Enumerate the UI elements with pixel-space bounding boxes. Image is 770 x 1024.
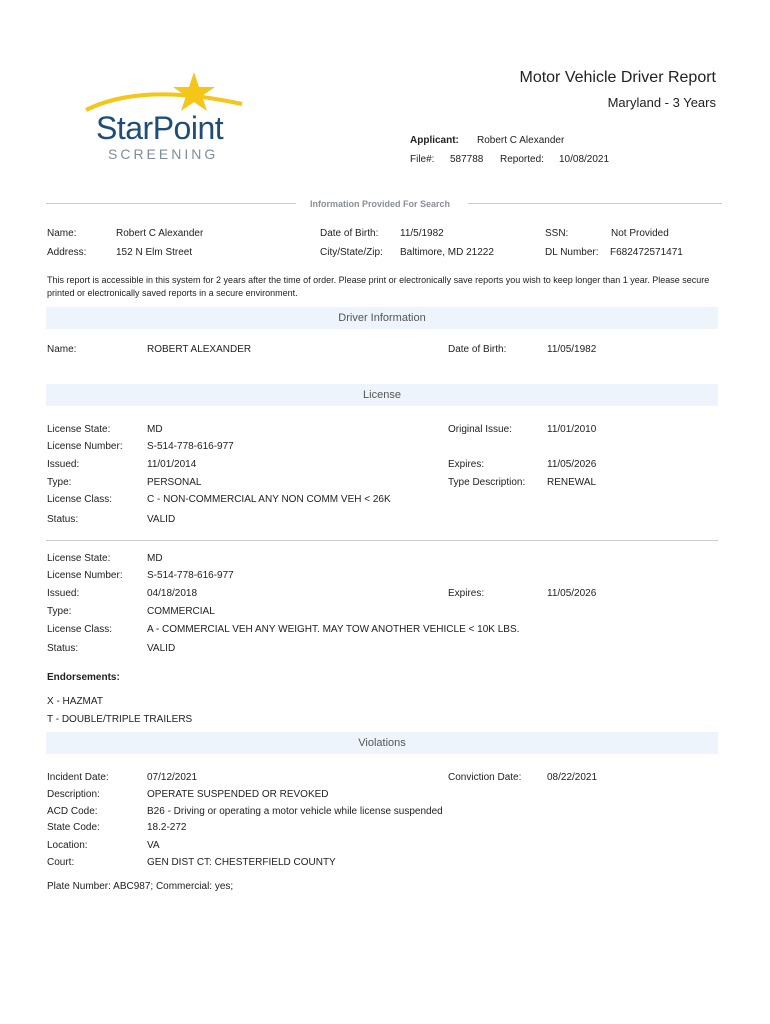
state-code-label: State Code: <box>47 822 100 833</box>
file-label: File#: <box>410 154 435 165</box>
applicant-value: Robert C Alexander <box>477 135 565 146</box>
acd-code-value: B26 - Driving or operating a motor vehicle while license suspended <box>147 806 443 817</box>
driver-name-value: ROBERT ALEXANDER <box>147 344 252 355</box>
starpoint-logo <box>82 70 252 165</box>
l1-class-label: License Class: <box>47 494 113 505</box>
l1-typedesc-label: Type Description: <box>448 477 526 488</box>
location-value: VA <box>147 840 160 851</box>
l1-class-value: C - NON-COMMERCIAL ANY NON COMM VEH < 26K <box>147 494 391 505</box>
state-code-value: 18.2-272 <box>147 822 187 833</box>
l2-status-value: VALID <box>147 643 176 654</box>
driver-section-header: Driver Information <box>46 307 718 329</box>
search-heading: Information Provided For Search <box>309 199 451 209</box>
l1-number-value: S-514-778-616-977 <box>147 441 234 452</box>
l1-type-value: PERSONAL <box>147 477 202 488</box>
l1-status-label: Status: <box>47 514 79 525</box>
description-label: Description: <box>47 789 100 800</box>
l2-expires-label: Expires: <box>448 588 485 599</box>
description-value: OPERATE SUSPENDED OR REVOKED <box>147 789 329 800</box>
l2-class-value: A - COMMERCIAL VEH ANY WEIGHT. MAY TOW ANOTHER VEHICLE < 10K LBS. <box>147 624 520 635</box>
l1-type-label: Type: <box>47 477 72 488</box>
report-subtitle: Maryland - 3 Years <box>607 95 716 110</box>
plate-info: Plate Number: ABC987; Commercial: yes; <box>47 881 234 892</box>
search-dl-label: DL Number: <box>545 247 599 258</box>
search-dob-value: 11/5/1982 <box>400 228 444 239</box>
l1-status-value: VALID <box>147 514 176 525</box>
l2-issued-value: 04/18/2018 <box>147 588 198 599</box>
violations-section-header: Violations <box>46 732 718 754</box>
l2-issued-label: Issued: <box>47 588 80 599</box>
file-value: 587788 <box>450 154 484 165</box>
l2-type-label: Type: <box>47 606 72 617</box>
l1-issued-label: Issued: <box>47 459 80 470</box>
l2-number-value: S-514-778-616-977 <box>147 570 234 581</box>
reported-value: 10/08/2021 <box>559 154 610 165</box>
reported-label: Reported: <box>500 154 544 165</box>
logo-subtitle: SCREENING <box>108 146 219 162</box>
endorsement-item: T - DOUBLE/TRIPLE TRAILERS <box>47 714 193 725</box>
l1-issued-value: 11/01/2014 <box>147 459 197 470</box>
location-label: Location: <box>47 840 88 851</box>
search-address-value: 152 N Elm Street <box>116 247 193 258</box>
endorsement-item: X - HAZMAT <box>47 696 103 707</box>
l2-state-label: License State: <box>47 553 111 564</box>
l1-state-label: License State: <box>47 424 111 435</box>
l1-orig-value: 11/01/2010 <box>547 424 597 435</box>
incident-date-value: 07/12/2021 <box>147 772 198 783</box>
driver-dob-value: 11/05/1982 <box>547 344 597 355</box>
l2-number-label: License Number: <box>47 570 123 581</box>
search-name-value: Robert C Alexander <box>116 228 204 239</box>
l2-expires-value: 11/05/2026 <box>547 588 597 599</box>
l2-state-value: MD <box>147 553 163 564</box>
court-label: Court: <box>47 857 75 868</box>
endorsements-label: Endorsements: <box>47 672 120 683</box>
l2-type-value: COMMERCIAL <box>147 606 215 617</box>
search-ssn-label: SSN: <box>545 228 569 239</box>
search-name-label: Name: <box>47 228 77 239</box>
l1-orig-label: Original Issue: <box>448 424 512 435</box>
report-title: Motor Vehicle Driver Report <box>519 69 716 86</box>
l2-status-label: Status: <box>47 643 79 654</box>
retention-note: This report is accessible in this system for 2 years after the time of order. Please print or electronically save reports you wish to keep longer than 1 year. Please secure printed or electronically saved reports in a secure environment. <box>47 275 710 298</box>
acd-code-label: ACD Code: <box>47 806 98 817</box>
license-section-header: License <box>46 384 718 406</box>
divider <box>46 540 718 541</box>
applicant-label: Applicant: <box>410 135 459 146</box>
search-dl-value: F682472571471 <box>610 247 683 258</box>
search-address-label: Address: <box>47 247 87 258</box>
search-ssn-value: Not Provided <box>611 228 669 239</box>
l2-class-label: License Class: <box>47 624 113 635</box>
search-csz-label: City/State/Zip: <box>320 247 383 258</box>
l1-number-label: License Number: <box>47 441 123 452</box>
search-dob-label: Date of Birth: <box>320 228 379 239</box>
divider <box>46 203 296 204</box>
conviction-date-label: Conviction Date: <box>448 772 522 783</box>
l1-state-value: MD <box>147 424 163 435</box>
l1-expires-value: 11/05/2026 <box>547 459 597 470</box>
l1-typedesc-value: RENEWAL <box>547 477 597 488</box>
logo-word: StarPoint <box>96 110 224 146</box>
divider <box>468 203 722 204</box>
driver-name-label: Name: <box>47 344 77 355</box>
court-value: GEN DIST CT: CHESTERFIELD COUNTY <box>147 857 336 868</box>
incident-date-label: Incident Date: <box>47 772 109 783</box>
driver-dob-label: Date of Birth: <box>448 344 507 355</box>
l1-expires-label: Expires: <box>448 459 485 470</box>
search-csz-value: Baltimore, MD 21222 <box>400 247 494 258</box>
star-swoosh-icon <box>82 70 252 115</box>
conviction-date-value: 08/22/2021 <box>547 772 598 783</box>
